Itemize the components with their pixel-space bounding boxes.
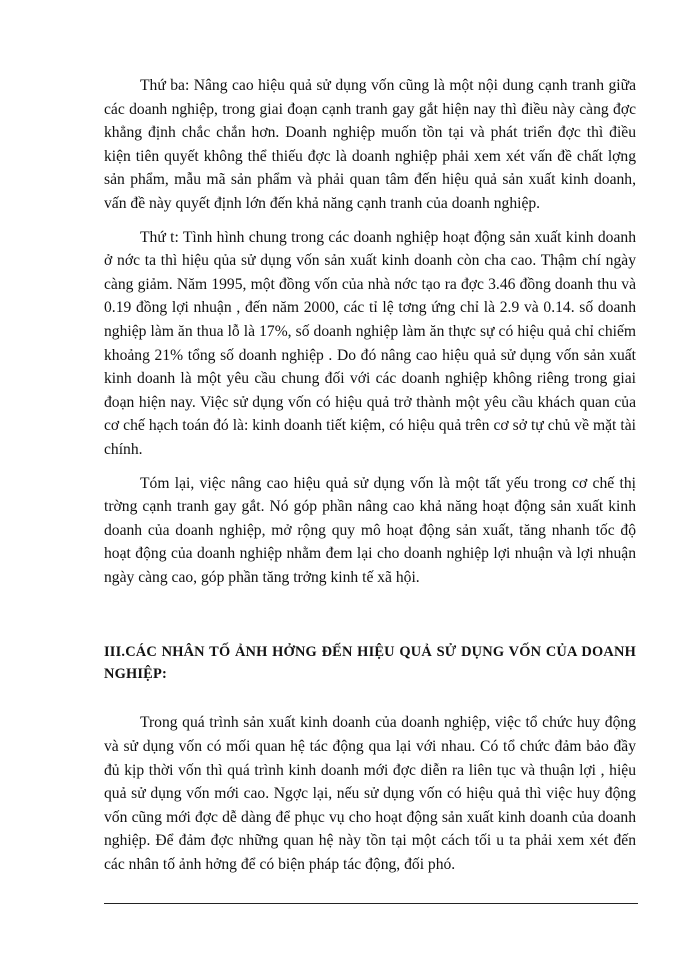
paragraph-thu-ba: Thứ ba: Nâng cao hiệu quả sử dụng vốn cũng là một nội dung cạnh tranh giữa các doanh nghiệp, trong giai đoạn cạnh tranh gay gắt hiện nay thì điều này càng đợc khẳng định chắc chắn hơn. Doanh nghiệp muốn tồn tại và phát triển đợc thì điều kiện tiên quyết không thể thiếu đợc là doanh nghiệp phải xem xét vấn đề chất lợng sản phẩm, mẫu mã sản phẩm và phải quan tâm đến hiệu quả sản xuất kinh doanh, vấn đề này quyết định lớn đến khả năng cạnh tranh của doanh nghiệp.	[104, 77, 636, 212]
paragraph-section-intro: Trong quá trình sản xuất kinh doanh của doanh nghiệp, việc tổ chức huy động và sử dụng vốn có mối quan hệ tác động qua lại với nhau. Có tổ chức đảm bảo đầy đủ kịp thời vốn thì quá trình kinh doanh mới đợc diễn ra liên tục và thuận lợi , hiệu quả sử dụng vốn mới cao. Ngợc lại, nếu sử dụng vốn có hiệu quả thì việc huy động vốn cũng mới đợc dễ dàng để phục vụ cho hoạt động sản xuất kinh doanh của doanh nghiệp. Để đảm đợc những quan hệ này tồn tại một cách tối u ta phải xem xét đến các nhân tố ảnh hởng để có biện pháp tác động, đối phó.	[104, 714, 636, 874]
section-heading: III.CÁC NHÂN TỐ ẢNH HỞNG ĐẾN HIỆU QUẢ SỬ DỤNG VỐN CỦA DOANH NGHIỆP:	[104, 644, 636, 683]
paragraph-tom-lai: Tóm lại, việc nâng cao hiệu quả sử dụng vốn là một tất yếu trong cơ chế thị trờng cạnh tranh gay gắt. Nó góp phần nâng cao khả năng hoạt động sản xuất kinh doanh của doanh nghiệp, mở rộng quy mô hoạt động sản xuất, tăng nhanh tốc độ hoạt động của doanh nghiệp nhằm đem lại cho doanh nghiệp lợi nhuận và lợi nhuận ngày càng cao, góp phần tăng trởng kinh tế xã hội.	[104, 474, 636, 586]
heading-spacer	[104, 685, 636, 711]
document-page	[104, 74, 636, 877]
paragraph-thu-tu: Thứ t: Tình hình chung trong các doanh nghiệp hoạt động sản xuất kinh doanh ở nớc ta thì hiệu qủa sử dụng vốn sản xuất kinh doanh còn cha cao. Thậm chí ngày càng giảm. Năm 1995, một đồng vốn của nhà nớc tạo ra đợc 3.46 đồng doanh thu và 0.19 đồng lợi nhuận , đến năm 2000, các tỉ lệ tơng ứng chỉ là 2.9 và 0.14. số doanh nghiệp làm ăn thua lỗ là 17%, số doanh nghiệp làm ăn thực sự có hiệu quả chỉ chiếm khoảng 21% tổng số doanh nghiệp . Do đó nâng cao hiệu quả sử dụng vốn sản xuất kinh doanh là một yêu cầu chung đối với các doanh nghiệp không riêng trong giai đoạn hiện nay. Việc sử dụng vốn có hiệu quả trở thành một yêu cầu khách quan của cơ chế hạch toán đó là: kinh doanh tiết kiệm, có hiệu quả trên cơ sở tự chủ về mặt tài chính.	[104, 228, 636, 458]
footer-divider	[104, 903, 638, 904]
